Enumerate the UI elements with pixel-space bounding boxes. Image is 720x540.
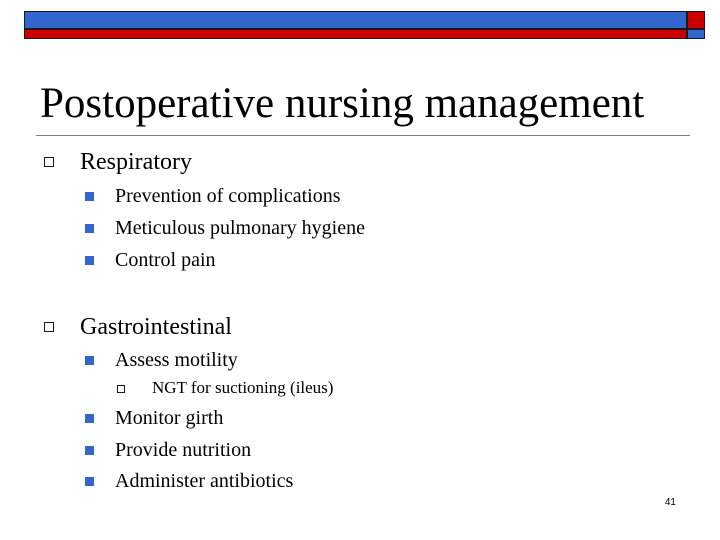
title-divider	[36, 135, 690, 136]
filled-square-icon	[85, 256, 94, 265]
slide-title: Postoperative nursing management	[40, 80, 645, 127]
hollow-square-icon	[44, 157, 54, 167]
list-item: Control pain	[115, 249, 216, 271]
filled-square-icon	[85, 446, 94, 455]
hollow-square-icon	[44, 322, 54, 332]
top-red-square	[687, 11, 705, 29]
list-item: NGT for suctioning (ileus)	[152, 378, 334, 397]
list-item: Administer antibiotics	[115, 470, 294, 492]
list-item: Monitor girth	[115, 407, 224, 429]
section-heading-respiratory: Respiratory	[80, 149, 192, 175]
filled-square-icon	[85, 224, 94, 233]
hollow-square-small-icon	[117, 385, 125, 393]
list-item: Assess motility	[115, 349, 238, 371]
section-heading-gastrointestinal: Gastrointestinal	[80, 314, 232, 340]
filled-square-icon	[85, 414, 94, 423]
filled-square-icon	[85, 192, 94, 201]
list-item: Meticulous pulmonary hygiene	[115, 217, 365, 239]
page-number: 41	[664, 497, 676, 508]
top-red-bar	[24, 29, 687, 39]
top-blue-square	[687, 29, 705, 39]
list-item: Prevention of complications	[115, 185, 341, 207]
filled-square-icon	[85, 477, 94, 486]
filled-square-icon	[85, 356, 94, 365]
top-blue-bar	[24, 11, 687, 29]
list-item: Provide nutrition	[115, 439, 252, 461]
